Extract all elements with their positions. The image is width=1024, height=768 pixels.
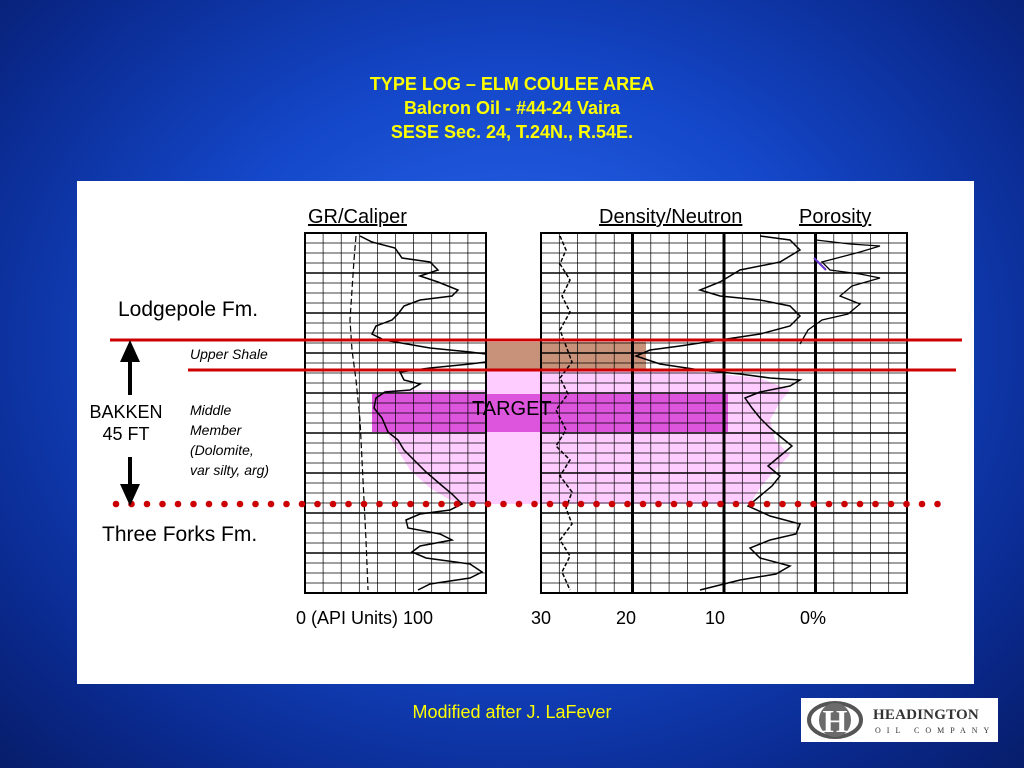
boundary-dot	[206, 501, 213, 508]
logo-subtitle: OIL COMPANY	[875, 726, 996, 735]
boundary-dot	[562, 501, 569, 508]
three-forks-label: Three Forks Fm.	[102, 523, 258, 546]
boundary-dot	[578, 501, 585, 508]
boundary-dot	[733, 501, 740, 508]
boundary-dot	[872, 501, 879, 508]
boundary-dot	[485, 501, 492, 508]
porosity-tick-20: 20	[616, 608, 637, 628]
boundary-dot	[376, 501, 383, 508]
boundary-dot	[299, 501, 306, 508]
boundary-dot	[810, 501, 817, 508]
porosity-tick-10: 10	[705, 608, 726, 628]
boundary-dot	[934, 501, 941, 508]
boundary-dot	[671, 501, 678, 508]
boundary-dot	[547, 501, 554, 508]
title-line-3: SESE Sec. 24, T.24N., R.54E.	[390, 122, 634, 142]
title-line-2: Balcron Oil - #44-24 Vaira	[403, 98, 621, 118]
density-track-fills	[541, 370, 790, 504]
boundary-dot	[268, 501, 275, 508]
bakken-thickness: 45 FT	[102, 424, 150, 444]
porosity-tick-0: 0%	[800, 608, 827, 628]
gr-scale-label: 0 (API Units) 100	[296, 608, 434, 628]
boundary-dot	[717, 501, 724, 508]
boundary-dot	[423, 501, 430, 508]
boundary-dot	[919, 501, 926, 508]
boundary-dot	[314, 501, 321, 508]
porosity-curve	[800, 240, 880, 344]
upper-shale-label: Upper Shale	[190, 346, 268, 362]
boundary-dot	[283, 501, 290, 508]
boundary-dot	[779, 501, 786, 508]
boundary-dot	[392, 501, 399, 508]
bakken-label: BAKKEN	[89, 402, 163, 422]
credit-text: Modified after J. LaFever	[412, 702, 612, 722]
target-label: TARGET	[472, 398, 552, 420]
boundary-dot	[640, 501, 647, 508]
bakken-arrow-up	[120, 340, 140, 362]
boundary-dot	[454, 501, 461, 508]
boundary-dot	[345, 501, 352, 508]
boundary-dot	[407, 501, 414, 508]
boundary-dot	[175, 501, 182, 508]
gr-caliper-header: GR/Caliper	[308, 206, 407, 228]
boundary-dot	[159, 501, 166, 508]
boundary-dot	[237, 501, 244, 508]
boundary-dot	[593, 501, 600, 508]
boundary-dot	[888, 501, 895, 508]
boundary-dot	[764, 501, 771, 508]
middle-member-label: Middle Member (Dolomite, var silty, arg)	[190, 402, 270, 478]
boundary-dot	[113, 501, 120, 508]
boundary-dot	[221, 501, 228, 508]
boundary-dot	[624, 501, 631, 508]
boundary-dot	[795, 501, 802, 508]
porosity-tick-30: 30	[531, 608, 552, 628]
title-line-1: TYPE LOG – ELM COULEE AREA	[369, 74, 655, 94]
boundary-dot	[748, 501, 755, 508]
boundary-dot	[903, 501, 910, 508]
gr-track-grid	[305, 233, 486, 593]
boundary-dot	[655, 501, 662, 508]
bakken-thickness-box	[78, 395, 174, 457]
boundary-dot	[438, 501, 445, 508]
boundary-dot	[702, 501, 709, 508]
headington-logo	[801, 698, 998, 742]
boundary-dot	[469, 501, 476, 508]
density-track-grid	[541, 233, 907, 593]
density-neutron-header: Density/Neutron	[599, 206, 743, 228]
porosity-header: Porosity	[799, 206, 872, 228]
boundary-dot	[826, 501, 833, 508]
boundary-dot	[330, 501, 337, 508]
boundary-dot	[857, 501, 864, 508]
svg-text:H: H	[822, 703, 848, 739]
boundary-dot	[190, 501, 197, 508]
boundary-dot	[531, 501, 538, 508]
logo-name: HEADINGTON	[873, 707, 979, 723]
boundary-dot	[252, 501, 259, 508]
boundary-dot	[500, 501, 507, 508]
headington-h-icon	[807, 701, 863, 739]
gap-pink-fill	[486, 370, 541, 504]
bakken-arrow-down	[120, 484, 140, 506]
lodgepole-label: Lodgepole Fm.	[118, 298, 259, 321]
boundary-dot	[609, 501, 616, 508]
boundary-dot	[841, 501, 848, 508]
boundary-dot	[686, 501, 693, 508]
boundary-dot	[361, 501, 368, 508]
boundary-dot	[516, 501, 523, 508]
boundary-dot	[144, 501, 151, 508]
